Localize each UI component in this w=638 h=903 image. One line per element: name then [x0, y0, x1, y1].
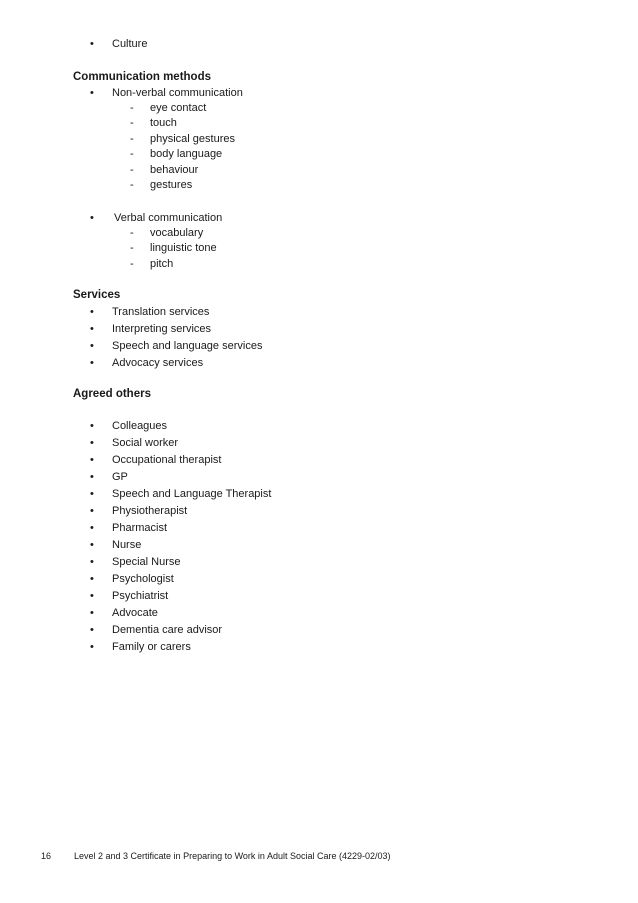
bullet-mark: • [90, 624, 94, 636]
sub-item-text: gestures [150, 179, 193, 191]
footer-title: Level 2 and 3 Certificate in Preparing to Work in Adult Social Care (4229-02/03) [74, 851, 391, 861]
bullet-mark: • [90, 420, 94, 432]
service-text: Advocacy services [112, 357, 204, 369]
bullet-text: Non-verbal communication [112, 87, 243, 99]
agreed-other-text: Advocate [112, 607, 158, 619]
sub-item-text: touch [150, 117, 177, 129]
agreed-other-text: Special Nurse [112, 556, 181, 568]
sub-item-text: linguistic tone [150, 242, 217, 254]
bullet-mark: • [90, 38, 94, 50]
bullet-mark: • [90, 607, 94, 619]
heading-agreed-others: Agreed others [73, 388, 151, 400]
agreed-other-text: Occupational therapist [112, 454, 222, 466]
dash-mark: - [130, 102, 134, 114]
agreed-other-text: Physiotherapist [112, 505, 188, 517]
sub-item-text: body language [150, 148, 223, 160]
service-text: Speech and language services [112, 340, 263, 352]
bullet-mark: • [90, 573, 94, 585]
sub-item-text: pitch [150, 258, 174, 270]
bullet-mark: • [90, 471, 94, 483]
bullet-mark: • [90, 556, 94, 568]
bullet-mark: • [90, 539, 94, 551]
heading-services: Services [73, 289, 121, 301]
agreed-other-text: Speech and Language Therapist [112, 488, 272, 500]
bullet-mark: • [90, 522, 94, 534]
bullet-mark: • [90, 306, 94, 318]
agreed-other-text: Colleagues [112, 420, 168, 432]
bullet-mark: • [90, 590, 94, 602]
dash-mark: - [130, 148, 134, 160]
bullet-mark: • [90, 488, 94, 500]
dash-mark: - [130, 164, 134, 176]
bullet-mark: • [90, 454, 94, 466]
heading-communication-methods: Communication methods [73, 71, 212, 83]
sub-item-text: eye contact [150, 102, 207, 114]
footer-page-number: 16 [41, 851, 52, 861]
bullet-mark: • [90, 340, 94, 352]
agreed-other-text: Pharmacist [112, 522, 168, 534]
bullet-text: Culture [112, 38, 148, 50]
dash-mark: - [130, 258, 134, 270]
bullet-text: Verbal communication [114, 212, 223, 224]
service-text: Translation services [112, 306, 210, 318]
service-text: Interpreting services [112, 323, 212, 335]
agreed-other-text: Dementia care advisor [112, 624, 223, 636]
bullet-mark: • [90, 87, 94, 99]
bullet-mark: • [90, 505, 94, 517]
sub-item-text: vocabulary [150, 227, 204, 239]
dash-mark: - [130, 227, 134, 239]
bullet-mark: • [90, 212, 94, 224]
agreed-other-text: GP [112, 471, 128, 483]
dash-mark: - [130, 242, 134, 254]
agreed-other-text: Nurse [112, 539, 142, 551]
agreed-other-text: Psychologist [112, 573, 174, 585]
dash-mark: - [130, 179, 134, 191]
agreed-other-text: Psychiatrist [112, 590, 169, 602]
bullet-mark: • [90, 641, 94, 653]
dash-mark: - [130, 133, 134, 145]
bullet-mark: • [90, 323, 94, 335]
agreed-other-text: Social worker [112, 437, 179, 449]
sub-item-text: physical gestures [150, 133, 235, 145]
agreed-other-text: Family or carers [112, 641, 191, 653]
dash-mark: - [130, 117, 134, 129]
sub-item-text: behaviour [150, 164, 199, 176]
bullet-mark: • [90, 437, 94, 449]
bullet-mark: • [90, 357, 94, 369]
